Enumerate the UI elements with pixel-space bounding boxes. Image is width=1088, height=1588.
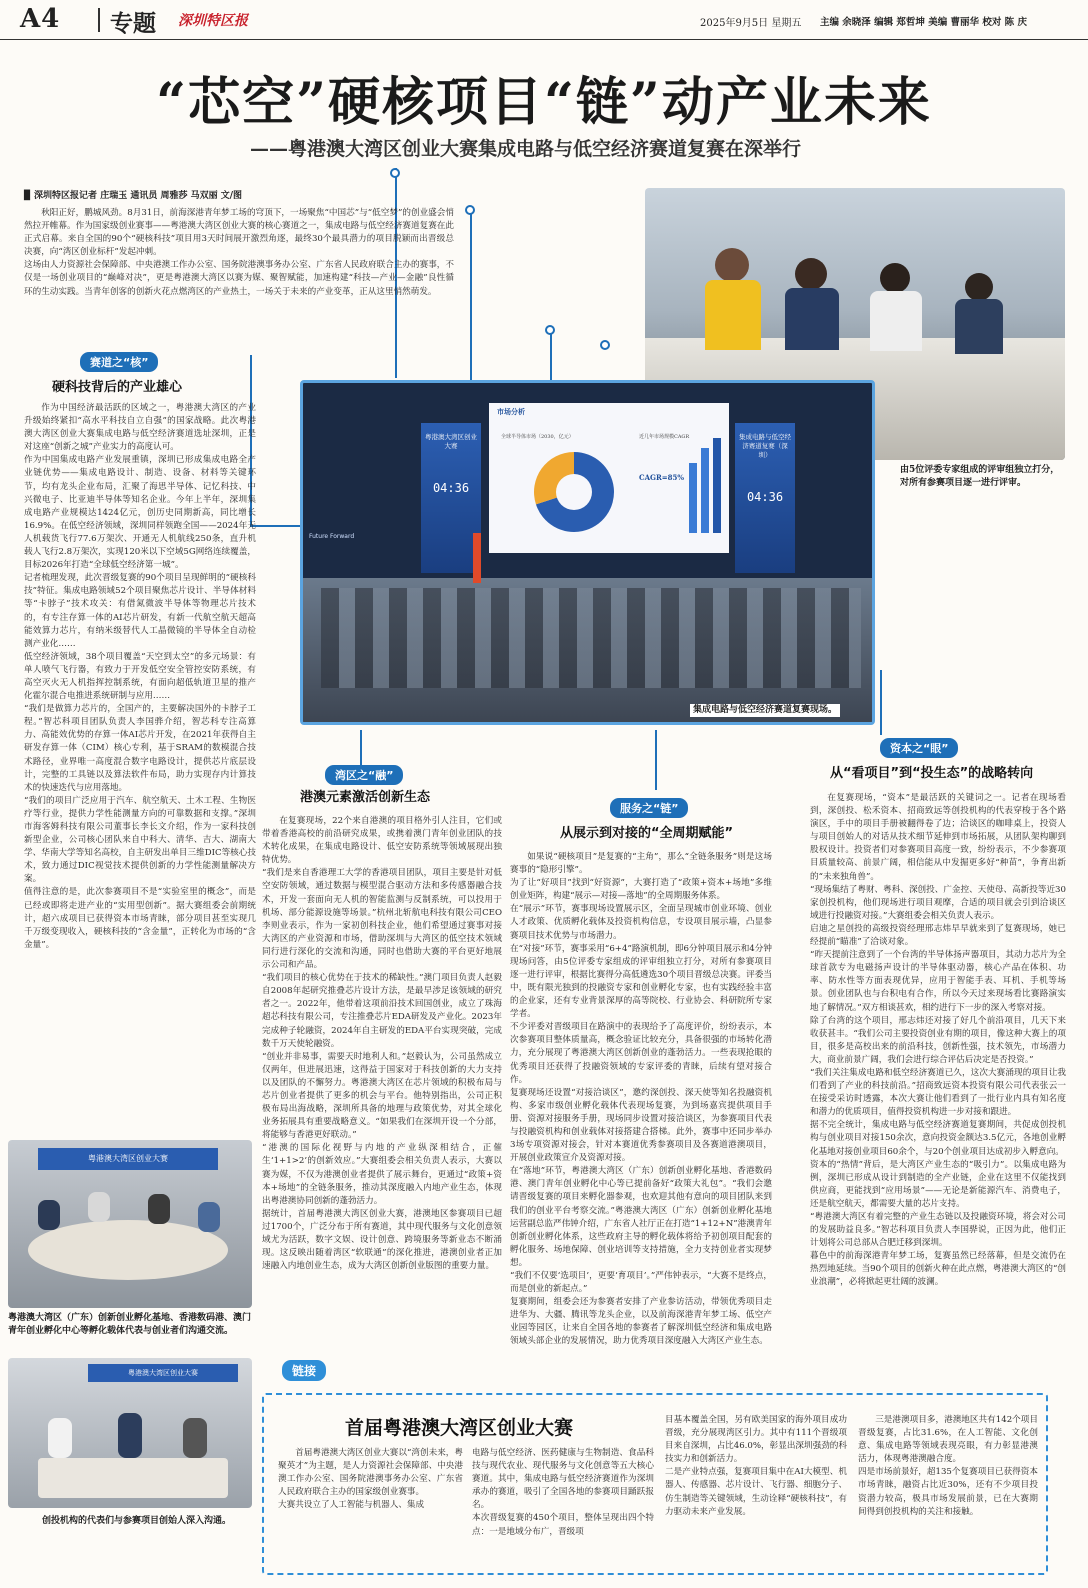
title-sec2: 港澳元素激活创新生态: [300, 790, 431, 805]
headline: “芯空”硬核项目“链”动产业未来: [156, 72, 932, 133]
text-sec4: 在复赛现场，“资本”是最活跃的关键词之一。记者在现场看到，深创投、松禾资本、招商致远等创投机构的代表穿梭于各个路演区，手中的项目手册被翻得卷了边；洽谈区的咖啡桌上，投资人与项目创始人的对话从技术细节延伸到市场拓展，从团队架构聊到股权设计。投资者们对参赛项目高度一致，纷纷表示，不少参赛项目质量较高、前景广阔，相信能从中发掘更多好“种苗”，争育出新的“未来独角兽”。 “现场集结了粤财、粤科、深创投、广金控、天使母、高新投等近30家创投机构，他们现场进行项目观摩，合适的项目就会引到洽谈区域进行投融资对接。”大赛组委会相关负责人表示。 启迪之星创投的高级投资经理邢志炜早早就来到了复赛现场，她已经提前“瞄准”了洽谈对象。 “昨天提前注意到了一个台湾的半导体扬声器项目，其动力芯片为全球首款专为电磁扬声设计的半导体驱动器，核心产品在体积、功率、防水性等方面表现优异，应用于智能手表、耳机、手机等场景。创业团队也与台积电有合作，所以今天过来现场看比赛路演实地了解情况。”双方相谈甚欢，相约进行下一步的深入考察对接。 除了台湾的这个项目，邢志炜还对接了好几个前沿项目，几天下来收获甚丰。“我们公司主要投资创业有期的项目，像这种大赛上的项目，很多是高校出来的前沿科技，创新性强，技术领先，市场潜力大，商业前景广阔，我们会进行综合评估后决定是否投资。” “我们关注集成电路和低空经济赛道已久，这次大赛涌现的项目让我们看到了产业的科技前沿。”招商致远资本投资有限公司代表张云一在接受采访时透露，本次大赛让他们看到了一批行业内具有知名度和潜力的优质项目，值得投资机构进一步对接和跟进。 据不完全统计，集成电路与低空经济赛道复赛期间，共促成创投机构与创业项目对接150余次，意向投资金额达3.5亿元，各地创业孵化基地对接创业项目60余个，与20个创业项目达成初步入孵意向。 资本的“热情”背后，是大湾区产业生态的“吸引力”。以集成电路为例，深圳已形成从设计到制造的全产业链，企业在这里不仅能找到供应商，更能找到“应用场景”——无论是新能源汽车、消费电子，还是航空航天，都需要大量的芯片支持。 “粤港澳大湾区有着完整的产业生态链以及投融资环境，将会对公司的发展助益良多。”智芯科项目负责人李国骅说，正因为此，他们正计划将公司总部从合肥迁移到深圳。 暮色中的前海深港青年梦工场，复赛虽然已经落幕，但是交流仍在热烈地延续。当90个项目的创新火种在此点燃，粤港澳大湾区的“创业浪潮”，必将掀起更壮阔的波澜。: [810, 793, 1066, 1288]
photo-banner: 粤港澳大湾区创业大赛: [88, 1364, 238, 1382]
subheadline: ——粤港澳大湾区创业大赛集成电路与低空经济赛道复赛在深举行: [250, 138, 802, 160]
cagr-bar: [713, 438, 721, 533]
page-number: A4: [20, 4, 61, 34]
badge-sec2: 湾区之“融”: [325, 765, 403, 785]
link-label: 链接: [282, 1360, 326, 1381]
link-col4: 三是港澳项目多，港澳地区共有142个项目晋级复赛，占比31.6%，在人工智能、文化创意、集成电路等领域表现亮眼，有力彰显港澳活力，体现粤港澳融合度。 四是市场前景好，超135个复赛项目已获得资本市场青睐，融资占比近30%，还有不少项目投资潜力较高，极具市场发展前景，已在大赛期间得到创投机构的关注和接触。: [858, 1415, 1038, 1517]
byline: ▉ 深圳特区报记者 庄瑞玉 通讯员 周雅莎 马双丽 文/图: [24, 191, 243, 201]
link-col3: 目基本覆盖全国，另有欧美国家的海外项目成功晋级，充分展现湾区引力。其中有111个晋级项目来自深圳，占比46.0%，彰显出深圳强劲的科技实力和创新活力。 二是产业特点强，复赛项目集中在AI大模型、机器人、传感器、芯片设计、飞行器、细胞分子、仿生制造等关键领域，生动诠释“硬核科技”，有力驱动未来产业发展。: [665, 1415, 847, 1517]
slide-cagr-caption: 近几年市场规模CAGR: [639, 434, 690, 440]
badge-sec3: 服务之“链”: [610, 798, 688, 818]
header-divider: [98, 8, 100, 32]
caption-incubators: 粤港澳大湾区（广东）创新创业孵化基地、香港数码港、澳门青年创业孵化中心等孵化载体代表与创业者们沟通交流。: [8, 1313, 252, 1336]
slide-title: 市场分析: [497, 408, 525, 416]
text-sec2: 在复赛现场，22个来自港澳的项目格外引人注目，它们或带着香港高校的前沿研究成果，或携着澳门青年创业团队的技术转化成果，在集成电路设计、低空安防系统等领域展现出独特优势。 “我们是来自香港理工大学的香港项目团队，项目主要是针对低空安防领域，通过数据与模型混合驱动方法和多传感器融合技术，开发一套面向无人机的智能监测与反制系统，可以投用于机场、部分能源设施等场景。”杭州北斩航电科技有限公司CEO李则业表示，作为一家初创科技企业，他们希望通过赛事对接大湾区的产业资源和市场，借助深圳与大湾区的低空技术领域同行进行深化的交流和沟通，同时也借助大赛的平台更好地展示公司和产品。 “我们项目的核心优势在于技术的稀缺性。”澳门项目负责人赵毅自2008年起研究推叠芯片设计方法，是最早涉足该领域的研究者之一。2022年，他带着这项前沿技术回国创业，成立了珠海超芯科技有限公司，专注推叠芯片EDA研发及产业化。2023年完成种子轮融资，2024年自主研发的EDA平台实现突破，完成数千万天使轮融资。 “创业并非易事，需要天时地利人和。”赵毅认为，公司虽然成立仅两年，但进展迅速，这得益于国家对于科技创新的大力支持以及团队的不懈努力。粤港澳大湾区在芯片领域的积极布局与芯片创业者提供了更多的机会与平台。他特别指出，公司正积极布局出海战略，深圳所具备的地理与政策优势，对其全球化业务拓展具有重要战略意义。“如果我们在深圳开设一个分部，将能够与香港更好联动。” “港澳的国际化视野与内地的产业纵深相结合，正催生‘1+1>2’的创新效应。”大赛组委会相关负责人表示，大赛以赛为媒，不仅为港澳创业者提供了展示舞台，更通过“政策+资本+场地”的全链条服务，推动其深度融入内地产业生态，体现出粤港澳协同创新的蓬勃活力。 据统计，首届粤港澳大湾区创业大赛，港澳地区参赛项目已超过1700个，广泛分布于所有赛道，其中现代服务与文化创意领域尤为活跃，数字文娱、设计创意、跨境服务等新业态不断涌现。这反映出随着湾区“软联通”的深化推进，港澳创业者正加速融入内地创业生态，成为大湾区创新创业版图的重要力量。: [262, 816, 502, 1272]
text-sec1: 作为中国经济最活跃的区域之一，粤港澳大湾区的产业升级始终紧扣“高水平科技自立自强”的国家战略。此次粤港澳大湾区创业大赛集成电路与低空经济赛道选址深圳，正是对这座“创新之城”产业实力的高度认可。 作为中国集成电路产业发展重镇，深圳已形成集成电路全产业链优势——集成电路设计、制造、设备、材料等关键环节，均有龙头企业布局，汇聚了海思半导体、记忆科技、中兴微电子、比亚迪半导体等知名企业。今年上半年，深圳集成电路产业规模达1424亿元，创历史同期新高，同比增长16.9%。在低空经济领域，深圳同样领跑全国——2024年无人机载货飞行77.6万架次、开通无人机航线250条，直升机载人飞行2.8万架次，实现120米以下空域5G网络连续覆盖，目标2026年打造“全球低空经济第一城”。 记者梳理发现，此次晋级复赛的90个项目呈现鲜明的“硬核科技”特征。集成电路领域52个项目聚焦芯片设计、半导体材料等“卡脖子”技术攻关：有借氮微波半导体等物理芯片技术的，有专注存算一体的AI芯片研发，有新一代航空航天超高能效算力芯片，有纳米级替代人工晶微镜的半导体全自动检测产业化…… 低空经济领域，38个项目覆盖“天空到太空”的多元场景：有单人喷气飞行器，有致力于开发低空安全管控安防系统，有高空灭火无人机指挥控制系统，有面向超低轨道卫星的推产化霍尔混合电推进系统研制与应用…… “我们是做算力芯片的，全国产的，主要解决国外的卡脖子工程。”智芯科项目团队负责人李国骅介绍，智芯科专注高算力、高能效优势的存算一体AI芯片开发，在2021年获得自主研发存算一体（CIM）核心专利，基于SRAM的数模混合技术路径，业界唯一高度混合数字电路设计，提供芯片底层设计，完整的工具链以及算法软件布局，助力实现存内计算技术的快速迭代与应用落地。 “我们的项目广泛应用于汽车、航空航天、土木工程、生物医疗等行业，提供力学性能测量方向的可靠数据和支撑。”深圳市海客姆科技有限公司董事长李长文介绍，作为一家科技创新型企业，公司核心团队来自中科大、清华、吉大、湖南大学、华南大学等知名高校，自主研发出单目三维DIC等核心技术，致力通过DIC视觉技术提供创新的力学性能测量解决方案。 值得注意的是，此次参赛项目不是“实验室里的概念”，而是已经或即将走进产业的“实用型创新”。据大赛组委会前期统计，超六成项目已获得资本市场青睐，部分项目甚至实现几千万级变现收入，硬核科技的“含金量”，正转化为市场的“含金量”。: [24, 403, 256, 950]
pie-hole: [556, 474, 592, 510]
badge-sec1: 赛道之“核”: [80, 352, 158, 372]
caption-investors: 创投机构的代表们与参赛项目创始人深入沟通。: [42, 1516, 232, 1526]
photo-investors: [8, 1358, 252, 1508]
photo-venue: [300, 380, 875, 725]
circuit-line: [250, 525, 300, 527]
circuit-node: [390, 168, 400, 178]
caption-judges: 由5位评委专家组成的评审组独立打分，对所有参赛项目逐一进行评审。: [900, 465, 1060, 488]
photo-incubators: [8, 1140, 252, 1308]
cagr-bar: [701, 448, 709, 533]
section-name: 专题: [110, 11, 156, 37]
circuit-node: [600, 340, 610, 350]
side-banner-right: 集成电路与低空经济赛道复赛（深圳） 04:36: [735, 423, 795, 573]
lead-paragraph: 秋阳正好，鹏城风劲。8月31日，前海深港青年梦工场的穹顶下，一场聚焦“中国芯”与“低空梦”的创业盛会悄然拉开帷幕。作为国家级创业赛事——粤港澳大湾区创业大赛的核心赛道之一，集成电路与低空经济赛道复赛在此正式启幕。来自全国的90个“硬核科技”项目用3天时间展开激烈角逐，最终30个最具潜力的项目脱颖而出晋级总决赛，向“湾区创业标杆”发起冲刺。 这场由人力资源社会保障部、中央港澳工作办公室、国务院港澳事务办公室、广东省人民政府联合主办的赛事，不仅是一场创业项目的“巅峰对决”，更是粤港澳大湾区以赛为媒、聚智赋能，加速构建“科技—产业—金融”良性循环的生动实践。当青年创客的创新火花点燃湾区的产业热土，一场关于未来的产业变革，正从这里悄然萌发。: [24, 208, 454, 297]
title-sec1: 硬科技背后的产业雄心: [52, 380, 183, 395]
circuit-line: [470, 210, 472, 380]
title-sec3: 从展示到对接的“全周期赋能”: [560, 826, 734, 841]
circuit-line: [880, 670, 882, 735]
cagr-bar: [689, 463, 697, 533]
timer-right: 04:36: [746, 490, 784, 504]
link-col2: 电路与低空经济、医药健康与生物制造、食品科技与现代农业、现代服务与文化创意等五大核心赛道。其中，集成电路与低空经济赛道作为深圳承办的赛道，吸引了全国各地的参赛项目踊跃报名。 本次晋级复赛的450个项目，整体呈现出四个特点：一是地域分布广，晋级项: [472, 1448, 654, 1537]
timer-left: 04:36: [432, 481, 470, 495]
link-title: 首届粤港澳大湾区创业大赛: [345, 1417, 574, 1439]
circuit-node: [545, 325, 555, 335]
slide-chart-caption: 全球半导体市场（2030，亿元）: [501, 434, 574, 440]
link-col1: 首届粤港澳大湾区创业大赛以“湾创未来，粤聚英才”为主题，是人力资源社会保障部、中央港澳工作办公室、国务院港澳事务办公室、广东省人民政府联合主办的国家级创业赛事。 大赛共设立了人工智能与机器人、集成: [278, 1448, 463, 1511]
presentation-slide: [489, 403, 729, 553]
speaker: [473, 533, 481, 583]
staff-credits: 主编 余晓泽 编辑 郑哲坤 美编 曹丽华 校对 陈 庆: [820, 17, 1027, 28]
circuit-line: [550, 330, 552, 380]
issue-date: 2025年9月5日 星期五: [700, 18, 802, 29]
caption-venue: 集成电路与低空经济赛道复赛现场。: [690, 704, 840, 717]
side-banner-left: 粤港澳大湾区创业大赛 04:36: [421, 423, 481, 573]
photo-banner: 粤港澳大湾区创业大赛: [38, 1148, 218, 1170]
circuit-node: [465, 205, 475, 215]
newspaper-logo: 深圳特区报: [178, 13, 248, 29]
title-sec4: 从“看项目”到“投生态”的战略转向: [830, 766, 1034, 781]
circuit-line: [655, 730, 657, 790]
pie-chart: [529, 447, 619, 537]
circuit-line: [360, 730, 362, 765]
badge-sec4: 资本之“眼”: [880, 738, 958, 758]
cagr-label: CAGR=85%: [639, 473, 685, 482]
page-header: [0, 0, 1088, 40]
future-forward-text: Future Forward: [309, 533, 355, 540]
text-sec3: 如果说“硬核项目”是复赛的“主角”，那么“全链条服务”则是这场赛事的“隐形引擎”。 为了让“好项目”找到“好资源”，大赛打造了“政策+资本+场地”多维创业矩阵，构建“展示—对接—落地”的全周期服务体系。 在“展示”环节，赛事现场设置展示区，全面呈现城市创业环境、创业人才政策、优质孵化载体及投资机构信息，专设项目展示墙，凸显参赛项目技术优势与市场潜力。 在“对接”环节，赛事采用“6+4”路演机制，即6分钟项目展示和4分钟现场问答，由5位评委专家组成的评审组独立打分，对所有参赛项目逐一进行评审，根据比赛得分高低遴选30个项目晋级总决赛。评委当中，既有限光独到的投融资专家和创业孵化专家，也有实践经验丰富的企业家，还有专业背景深厚的高等院校、行业协会、科研院所专家学者。 不少评委对晋级项目在路演中的表现给予了高度评价，纷纷表示，本次参赛项目整体质量高，概念验证比较充分，具备很强的市场转化潜力，充分展现了粤港澳大湾区创新创业的蓬勃活力。一些表现抢眼的优秀项目还获得了投融资领域的专家评委的青睐，后续有望对接合作。 复赛现场还设置“对接洽谈区”，邀约深创投、深天使等知名投融资机构、多家市级创业孵化载体代表现场复赛，为到场嘉宾提供项目手册、资源对接服务手册，现场同步设置对接洽谈区，为参赛项目代表与投融资机构和创业载体对接搭建合搭梯。此外，赛事中还同步举办3场专项资源对接会，针对本赛道优秀参赛项目及各赛道港澳项目，开展创业政策宣介及资源对接。 在“落地”环节，粤港澳大湾区（广东）创新创业孵化基地、香港数码港、澳门青年创业孵化中心等已提前备好“政策大礼包”。“我们会邀请晋级复赛的项目来孵化器参观，也欢迎其他有意向的项目团队来到我们的创业平台考察交流。”粤港澳大湾区（广东）创新创业孵化基地运营副总监严伟钟介绍，广东省人社厅正在打造“1+12+N”港澳青年创新创业孵化体系，这些政府主导的孵化载体将给予初创项目配套的孵化服务、场地保障、创业培训等支持措施，全力支持创业者实现梦想。 “我们不仅要‘选项目’，更要‘育项目’。”严伟钟表示，“大赛不是终点，而是创业的新起点。” 复赛期间，组委会还为参赛者安排了产业参访活动，带领优秀项目走进华为、大疆、腾讯等龙头企业，以及前海深港青年梦工场、低空产业园等园区，让来自全国各地的参赛者了解深圳低空经济和集成电路领域头部企业的发展情况，助力优秀项目深度融入大湾区产业生态。: [510, 852, 772, 1347]
